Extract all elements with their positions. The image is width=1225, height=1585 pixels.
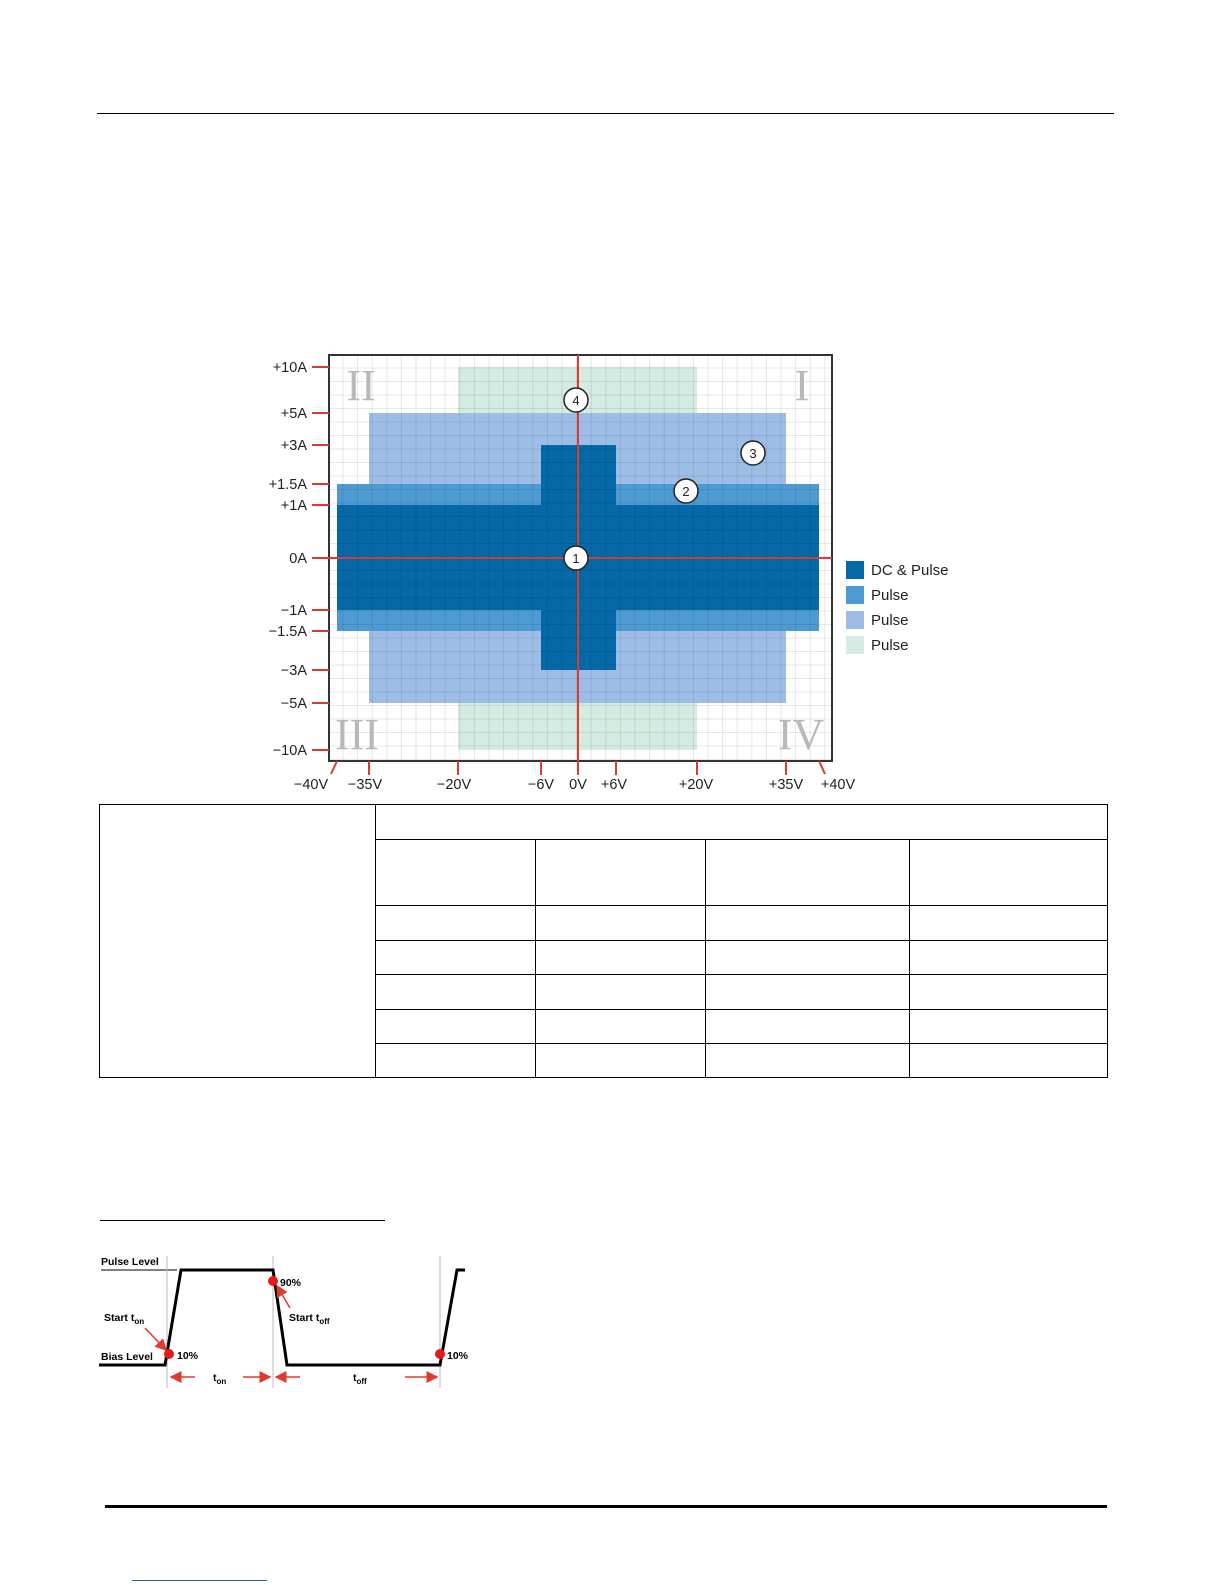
- y-tick-label: +1.5A: [268, 477, 307, 493]
- legend-swatch: [846, 561, 864, 579]
- x-tick-label: 0V: [569, 777, 587, 793]
- x-tick-mark: [331, 761, 337, 774]
- 90-percent-marker: [268, 1276, 278, 1286]
- table-divider: [705, 839, 706, 1077]
- legend-swatch: [846, 636, 864, 654]
- 10-percent-marker: [435, 1349, 445, 1359]
- legend-item: [846, 636, 909, 654]
- ton-label: $t_{on}$: [213, 1372, 227, 1386]
- y-tick-label: −1A: [280, 603, 307, 619]
- y-tick-label: +5A: [280, 406, 307, 422]
- x-tick-label: −35V: [347, 777, 383, 793]
- y-tick-label: +1A: [280, 498, 307, 514]
- 10-percent-marker: [164, 1349, 174, 1359]
- x-tick-label: −40V: [293, 777, 329, 793]
- x-tick-label: +40V: [820, 777, 856, 793]
- legend-swatch: [846, 586, 864, 604]
- svg-text:2: 2: [682, 484, 690, 499]
- x-tick-label: +20V: [678, 777, 714, 793]
- table-divider: [375, 905, 1107, 906]
- toff-label: $t_{off}$: [353, 1372, 367, 1386]
- legend-swatch: [846, 611, 864, 629]
- region-marker-1: [564, 546, 588, 570]
- legend-item: [846, 561, 949, 579]
- ninety-percent-label: 90%: [280, 1277, 302, 1289]
- y-tick-label: +10A: [272, 360, 307, 376]
- specification-table: [99, 804, 1108, 1078]
- bias-level-label: Bias Level: [101, 1351, 153, 1363]
- ten-percent-label: 10%: [447, 1350, 469, 1362]
- table-divider: [909, 839, 910, 1077]
- y-tick-label: −10A: [272, 743, 307, 759]
- x-tick-label: −6V: [527, 777, 555, 793]
- table-divider: [375, 1043, 1107, 1044]
- y-tick-label: −1.5A: [268, 624, 307, 640]
- y-tick-label: −5A: [280, 696, 307, 712]
- section-rule: [100, 1220, 385, 1221]
- ten-percent-label: 10%: [177, 1350, 199, 1362]
- x-tick-label: +6V: [600, 777, 628, 793]
- table-divider: [375, 1009, 1107, 1010]
- region-marker-2: [674, 479, 698, 503]
- svg-text:3: 3: [749, 446, 757, 461]
- table-divider: [375, 805, 376, 1077]
- y-tick-label: 0A: [289, 551, 307, 567]
- x-tick-label: +35V: [768, 777, 804, 793]
- region-marker-4: [564, 388, 588, 412]
- table-divider: [535, 839, 536, 1077]
- legend-label: Pulse: [871, 587, 909, 604]
- legend-label: DC & Pulse: [871, 562, 949, 579]
- table-divider: [375, 940, 1107, 941]
- legend-item: [846, 586, 909, 604]
- legend-label: Pulse: [871, 637, 909, 654]
- x-tick-mark: [819, 761, 825, 774]
- pulse-timing-diagram: [95, 1250, 475, 1390]
- quadrant-ii-label: II: [346, 361, 376, 410]
- svg-text:4: 4: [572, 393, 580, 408]
- region-marker-3: [741, 441, 765, 465]
- table-divider: [375, 839, 1107, 840]
- start-ton-label: Start $t_{on}$: [104, 1312, 145, 1326]
- quadrant-i-label: I: [794, 361, 810, 410]
- quadrant-iv-label: IV: [777, 710, 825, 759]
- footer-link[interactable]: [132, 1580, 267, 1581]
- legend-item: [846, 611, 909, 629]
- legend-label: Pulse: [871, 612, 909, 629]
- y-tick-label: +3A: [280, 438, 307, 454]
- y-tick-label: −3A: [280, 663, 307, 679]
- footer-rule: [105, 1505, 1107, 1508]
- svg-text:1: 1: [572, 551, 580, 566]
- start-toff-label: Start $t_{off}$: [289, 1312, 330, 1326]
- quadrant-iii-label: III: [335, 710, 379, 759]
- x-tick-label: −20V: [436, 777, 472, 793]
- pulse-level-label: Pulse Level: [101, 1256, 159, 1268]
- table-divider: [375, 974, 1107, 975]
